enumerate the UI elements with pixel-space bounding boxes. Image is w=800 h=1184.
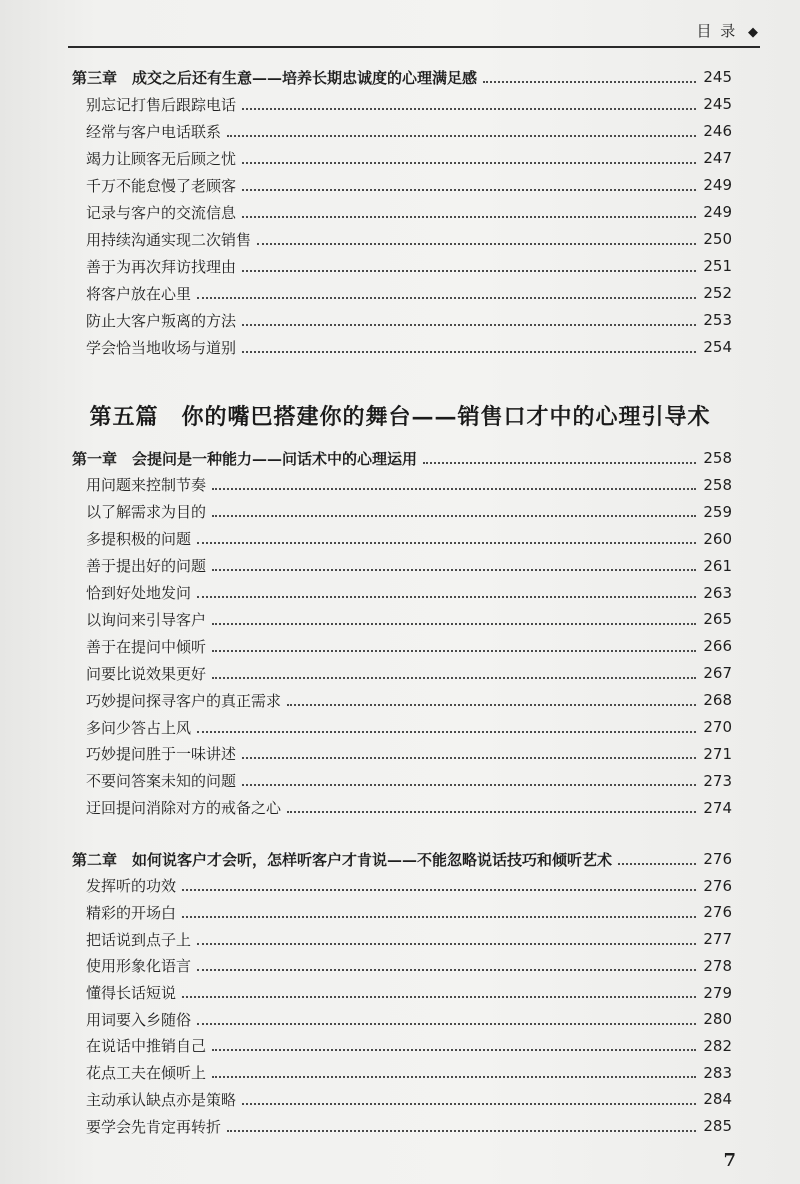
dot-leader <box>242 783 696 786</box>
section-title: 以了解需求为目的 <box>86 503 207 522</box>
dot-leader <box>212 622 696 625</box>
section-title: 别忘记打售后跟踪电话 <box>86 95 237 114</box>
page-number-ref: 249 <box>703 203 732 221</box>
chapter-title: 第二章 如何说客户才会听，怎样听客户才肯说——不能忽略说话技巧和倾听艺术 <box>72 850 613 869</box>
dot-leader <box>242 756 696 759</box>
dot-leader <box>212 514 696 517</box>
dot-leader <box>212 568 696 571</box>
page-number-ref: 246 <box>703 122 732 140</box>
part-title: 第五篇 你的嘴巴搭建你的舞台——销售口才中的心理引导术 <box>89 404 711 430</box>
section-title: 巧妙提问探寻客户的真正需求 <box>86 691 282 710</box>
section-title: 问要比说效果更好 <box>86 664 207 683</box>
section-title: 经常与客户电话联系 <box>86 122 222 141</box>
section-row <box>0 580 800 606</box>
page-number-ref: 278 <box>703 956 732 975</box>
section-title: 记录与客户的交流信息 <box>86 203 237 222</box>
section-title: 学会恰当地收场与道别 <box>86 338 237 357</box>
section-row <box>0 526 800 552</box>
section-row <box>0 606 800 632</box>
section-title: 使用形象化语言 <box>86 957 192 976</box>
section-title: 多提积极的问题 <box>86 530 192 549</box>
page-number-ref: 271 <box>703 744 732 763</box>
section-title: 竭力让顾客无后顾之忧 <box>86 149 237 168</box>
dot-leader <box>182 995 696 998</box>
page-number-ref: 284 <box>703 1090 732 1109</box>
section-title: 懂得长话短说 <box>86 984 177 1002</box>
dot-leader <box>242 350 696 353</box>
page-number-ref: 270 <box>703 718 732 736</box>
section-row <box>0 687 800 713</box>
section-row <box>0 1113 800 1139</box>
section-title: 把话说到点子上 <box>86 930 192 949</box>
section-row <box>0 660 800 686</box>
chapter-title: 第一章 会提问是一种能力——问话术中的心理运用 <box>72 449 418 468</box>
section-row <box>0 1060 800 1086</box>
dot-leader <box>423 461 696 464</box>
section-title: 恰到好处地发问 <box>86 584 192 602</box>
section-row <box>0 91 800 117</box>
dot-leader <box>212 676 696 679</box>
section-title: 在说话中推销自己 <box>86 1037 207 1056</box>
section-title: 发挥听的功效 <box>86 877 177 896</box>
page-number-ref: 276 <box>703 850 732 868</box>
section-title: 用持续沟通实现二次销售 <box>86 230 252 249</box>
section-row <box>0 172 800 198</box>
page-number-ref: 259 <box>703 502 732 521</box>
section-row <box>0 1086 800 1112</box>
page-number-ref: 258 <box>703 449 732 467</box>
page-number-ref: 267 <box>703 664 732 683</box>
section-title: 将客户放在心里 <box>86 284 192 303</box>
dot-leader <box>287 703 696 706</box>
section-title: 善于在提问中倾听 <box>86 637 207 656</box>
section-row <box>0 118 800 144</box>
dot-leader <box>197 1022 696 1025</box>
page-number-ref: 276 <box>703 903 732 922</box>
page-number-ref: 247 <box>703 149 732 167</box>
dot-leader <box>242 323 696 326</box>
dot-leader <box>242 188 696 191</box>
section-row <box>0 714 800 740</box>
section-title: 要学会先肯定再转折 <box>86 1117 222 1136</box>
page-number-ref: 276 <box>703 876 732 895</box>
dot-leader <box>242 215 696 218</box>
section-title: 迂回提问消除对方的戒备之心 <box>86 799 282 818</box>
page-number-ref: 273 <box>703 771 732 790</box>
diamond-icon: ◆ <box>748 25 760 40</box>
page-number-ref: 280 <box>703 1010 732 1029</box>
section-title: 千万不能怠慢了老顾客 <box>86 176 237 195</box>
chapter-row <box>0 846 800 872</box>
section-title: 巧妙提问胜于一味讲述 <box>86 745 237 764</box>
dot-leader <box>182 888 696 891</box>
section-title: 防止大客户叛离的方法 <box>86 311 237 330</box>
section-row <box>0 741 800 767</box>
section-row <box>0 926 800 952</box>
section-row <box>0 334 800 360</box>
chapter-title: 第三章 成交之后还有生意——培养长期忠诚度的心理满足感 <box>72 68 478 87</box>
dot-leader <box>227 134 696 137</box>
page-number-ref: 279 <box>703 983 732 1002</box>
section-title: 主动承认缺点亦是策略 <box>86 1090 237 1109</box>
section-row <box>0 499 800 525</box>
dot-leader <box>197 942 696 945</box>
section-title: 花点工夫在倾听上 <box>86 1064 207 1083</box>
section-row <box>0 768 800 794</box>
dot-leader <box>242 1102 696 1105</box>
section-title: 多问少答占上风 <box>86 718 192 737</box>
page-number-ref: 251 <box>703 257 732 275</box>
section-title: 善于为再次拜访找理由 <box>86 257 237 276</box>
section-row <box>0 953 800 979</box>
section-row <box>0 199 800 225</box>
dot-leader <box>182 915 696 918</box>
chapter-row <box>0 64 800 90</box>
dot-leader <box>197 730 696 733</box>
dot-leader <box>242 269 696 272</box>
dot-leader <box>197 296 696 299</box>
page-number: 7 <box>723 1150 736 1171</box>
page-number-ref: 263 <box>703 583 732 602</box>
page-number-ref: 261 <box>703 556 732 575</box>
section-row <box>0 1006 800 1032</box>
section-row <box>0 145 800 171</box>
section-row <box>0 226 800 252</box>
section-title: 用词要入乡随俗 <box>86 1010 192 1029</box>
dot-leader <box>212 1075 696 1078</box>
dot-leader <box>618 862 696 865</box>
section-row <box>0 873 800 899</box>
page-number-ref: 266 <box>703 637 732 656</box>
page-number-ref: 254 <box>703 338 732 356</box>
section-row <box>0 980 800 1006</box>
section-row <box>0 633 800 659</box>
page-number-ref: 258 <box>703 475 732 494</box>
chapter-row <box>0 445 800 471</box>
dot-leader <box>287 810 696 813</box>
section-row <box>0 280 800 306</box>
dot-leader <box>212 1048 696 1051</box>
page-number-ref: 283 <box>703 1063 732 1082</box>
section-title: 善于提出好的问题 <box>86 557 207 576</box>
page-number-ref: 249 <box>703 176 732 194</box>
dot-leader <box>197 968 696 971</box>
page-number-ref: 268 <box>703 691 732 710</box>
section-row <box>0 1033 800 1059</box>
dot-leader <box>483 80 696 83</box>
section-row <box>0 899 800 925</box>
page-number-ref: 265 <box>703 610 732 629</box>
page-number-ref: 250 <box>703 230 732 248</box>
dot-leader <box>227 1129 696 1132</box>
section-title: 精彩的开场白 <box>86 903 177 922</box>
page-number-ref: 245 <box>703 68 732 86</box>
section-row <box>0 553 800 579</box>
page-number-ref: 274 <box>703 798 732 817</box>
page-number-ref: 282 <box>703 1036 732 1055</box>
section-title: 用问题来控制节奏 <box>86 476 207 495</box>
dot-leader <box>257 242 696 245</box>
dot-leader <box>212 487 696 490</box>
page-number-ref: 245 <box>703 95 732 113</box>
dot-leader <box>242 161 696 164</box>
section-row <box>0 307 800 333</box>
section-title: 不要问答案未知的问题 <box>86 772 237 791</box>
dot-leader <box>197 595 696 598</box>
page-number-ref: 252 <box>703 284 732 302</box>
page-number-ref: 277 <box>703 930 732 949</box>
running-head-text: 目 录 <box>696 22 738 40</box>
dot-leader <box>212 649 696 652</box>
dot-leader <box>197 541 696 544</box>
section-title: 以询问来引导客户 <box>86 610 207 629</box>
section-row <box>0 472 800 498</box>
page-number-ref: 253 <box>703 311 732 329</box>
page-number-ref: 285 <box>703 1117 732 1135</box>
section-row <box>0 795 800 821</box>
section-row <box>0 253 800 279</box>
page-number-ref: 260 <box>703 529 732 548</box>
dot-leader <box>242 107 696 110</box>
